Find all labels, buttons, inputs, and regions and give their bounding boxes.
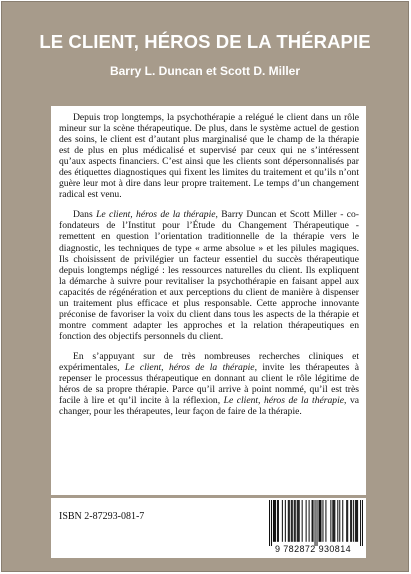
barcode-bar xyxy=(273,500,274,542)
barcode-bar xyxy=(339,500,340,542)
barcode-bar xyxy=(350,500,351,542)
barcode-bar xyxy=(306,500,307,542)
barcode-bar xyxy=(298,500,299,542)
barcode-bar xyxy=(356,500,357,542)
barcode-bar xyxy=(288,500,289,542)
book-back-cover xyxy=(1,1,409,572)
book-authors: Barry L. Duncan et Scott D. Miller xyxy=(109,64,301,78)
barcode-bar xyxy=(295,500,296,542)
barcode-bar xyxy=(269,500,270,546)
barcode-bar xyxy=(282,500,283,542)
barcode-bar xyxy=(289,500,290,542)
barcode-bar xyxy=(278,500,279,542)
barcode-bar xyxy=(362,500,363,546)
barcode-digits: 9 782872 930814 xyxy=(274,544,352,554)
isbn-number: ISBN 2-87293-081-7 xyxy=(59,511,145,522)
barcode-bar xyxy=(333,500,334,542)
barcode-bar xyxy=(302,500,303,542)
barcode-bar xyxy=(342,500,343,542)
barcode-bar xyxy=(274,500,275,542)
barcode-bar xyxy=(315,500,316,546)
barcode-bar xyxy=(285,500,286,542)
blurb-paragraph-2: Dans Le client, héros de la thérapie, Barry Duncan et Scott Miller - co-fondateurs de l’Institut pour l’Étude du Changement Thérapeutique - remettent en question l’orientation traditionnelle de la thérapie vers le diagnostic, les techniques de type « arme absolue » et les pilules magiques. Ils choisissent de privilégier un facteur essentiel du succès thérapeutique depuis longtemps négligé : les ressources naturelles du client. Ils expliquent la démarche à suivre pour revitaliser la psychothérapie en faisant appel aux capacités de régénération et aux perceptions du client de manière à dispenser un traitement plus efficace et plus responsable. Cette approche innovante préconise de favoriser la voix du client dans tous les aspects de la thérapie et montre comment adapter les approches et la relation thérapeutiques en fonction des objectifs personnels du client. xyxy=(59,209,359,342)
barcode-bar xyxy=(346,500,347,542)
barcode-bar xyxy=(337,500,338,542)
barcode-bar xyxy=(291,500,292,542)
barcode-icon xyxy=(269,500,363,546)
barcode-bar xyxy=(357,500,358,542)
barcode-bar xyxy=(299,500,300,542)
barcode-bar xyxy=(294,500,295,542)
book-title: LE CLIENT, HÉROS DE LA THÉRAPIE xyxy=(39,31,371,52)
barcode-bar xyxy=(292,500,293,542)
barcode-bar xyxy=(313,500,314,542)
barcode-bar xyxy=(353,500,354,542)
barcode-bar xyxy=(320,500,321,542)
isbn-barcode-strip xyxy=(51,498,366,558)
barcode-bar xyxy=(322,500,323,542)
barcode-bar xyxy=(332,500,333,542)
barcode-bar xyxy=(330,500,331,542)
blurb-paragraph-3: En s’appuyant sur de très nombreuses recherches cliniques et expérimentales, Le client, héros de la thérapie, invite les thérapeutes à repenser le processus thérapeutique en donnant au client le rôle légitime de héros de sa propre thérapie. Parce qu’il arrive à point nommé, qu’il est très facile à lire et qu’il incite à la réflexion, Le client, héros de la thérapie, va changer, pour les thérapeutes, leur façon de faire de la thérapie. xyxy=(59,350,359,418)
barcode-bar xyxy=(351,500,352,542)
blurb-paragraph-1: Depuis trop longtemps, la psychothérapie a relégué le client dans un rôle mineur sur la scène thérapeutique. De plus, dans le système actuel de gestion des soins, le client est d’autant plus marginalisé que le champ de la thérapie est de plus en plus médicalisé et supervisé par ceux qui ne s’intéressent qu’aux aspects financiers. C’est ainsi que les clients sont dépersonnalisés par des étiquettes diagnostiques qui fixent les limites du traitement et qu’ils n’ont guère leur mot à dire dans leur propre traitement. Le temps d’un changement radical est venu. xyxy=(59,112,359,201)
blurb-panel xyxy=(51,106,366,495)
barcode-bar xyxy=(347,500,348,542)
barcode-bar xyxy=(275,500,276,542)
barcode-bar xyxy=(271,500,272,546)
barcode-bar xyxy=(318,500,319,542)
barcode-bar xyxy=(312,500,313,542)
barcode-bar xyxy=(355,500,356,542)
barcode-bar xyxy=(334,500,335,542)
barcode-bar xyxy=(325,500,326,542)
barcode-bar xyxy=(316,500,317,546)
barcode-bar xyxy=(319,500,320,542)
barcode-bar xyxy=(360,500,361,546)
barcode-bar xyxy=(309,500,310,542)
barcode-bar xyxy=(277,500,278,542)
barcode-bar xyxy=(297,500,298,542)
